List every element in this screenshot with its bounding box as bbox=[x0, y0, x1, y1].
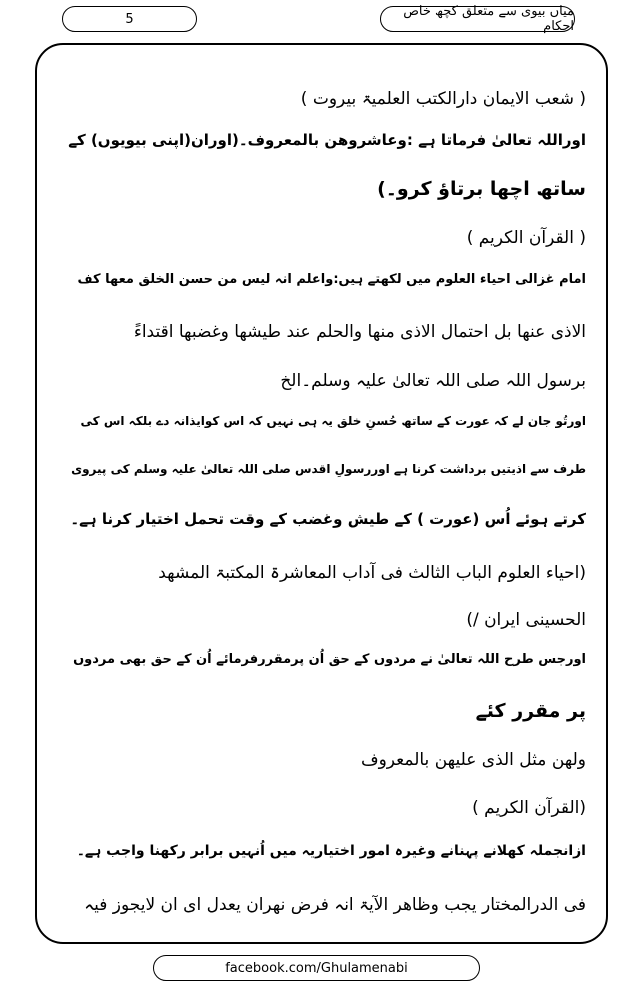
text-line: الاذی عنھا بل احتمال الاذی منھا والحلم عند طیشھا وغضبھا اقتداءً bbox=[133, 322, 586, 342]
text-line: (احیاء العلوم الباب الثالث فی آداب المعاشرۃ المکتبۃ المشھد bbox=[158, 563, 586, 583]
text-line: اورجس طرح اللہ تعالیٰ نے مردوں کے حق اُن پرمقررفرمائے اُن کے حق بھی مردوں bbox=[73, 652, 586, 667]
footer-facebook-link[interactable]: facebook.com/Ghulamenabi bbox=[153, 955, 480, 981]
text-line: (القرآن الکریم ) bbox=[472, 798, 586, 818]
text-line: اورتُو جان لے کہ عورت کے ساتھ حُسنِ خلق یہ ہی نہیں کہ اس کوایذانہ دے بلکہ اس کی bbox=[80, 414, 586, 428]
text-line: کرتے ہوئے اُس (عورت ) کے طیش وغضب کے وقت تحمل اختیار کرنا ہے۔ bbox=[70, 510, 586, 528]
header-title: میاں بیوی سے متعلق کچھ خاص احکام bbox=[380, 6, 575, 32]
text-line: ولھن مثل الذی علیھن بالمعروف bbox=[360, 750, 586, 770]
text-line: اوراللہ تعالیٰ فرماتا ہے :وعاشروھن بالمعروف۔(اوران(اپنی بیویوں) کے bbox=[68, 131, 586, 149]
text-line: فی الدرالمختار یجب وظاھر الآیۃ انہ فرض نھران یعدل ای ان لایجوز فیہ bbox=[84, 895, 586, 915]
text-line: طرف سے اذیتیں برداشت کرنا ہے اوررسولِ اقدس صلی اللہ تعالیٰ علیہ وسلم کی پیروی bbox=[71, 462, 586, 476]
text-line: پر مقرر کئے bbox=[475, 700, 586, 722]
text-line: برسول اللہ صلی اللہ تعالیٰ علیہ وسلم۔الخ bbox=[280, 371, 586, 391]
text-line: الحسینی ایران /) bbox=[466, 610, 586, 630]
text-line: ازانجملہ کھلانے پہنانے وغیرہ امور اختیاریہ میں اُنہیں برابر رکھنا واجب ہے۔ bbox=[76, 843, 586, 859]
text-line: ساتھ اچھا برتاؤ کرو۔) bbox=[377, 178, 586, 200]
text-line: امام غزالی احیاء العلوم میں لکھتے ہیں:واعلم انہ لیس من حسن الخلق معھا کف bbox=[77, 272, 586, 287]
text-line: ( القرآن الکریم ) bbox=[466, 228, 586, 248]
text-line: ( شعب الایمان دارالکتب العلمیۃ بیروت ) bbox=[300, 89, 586, 109]
page-number: 5 bbox=[62, 6, 197, 32]
